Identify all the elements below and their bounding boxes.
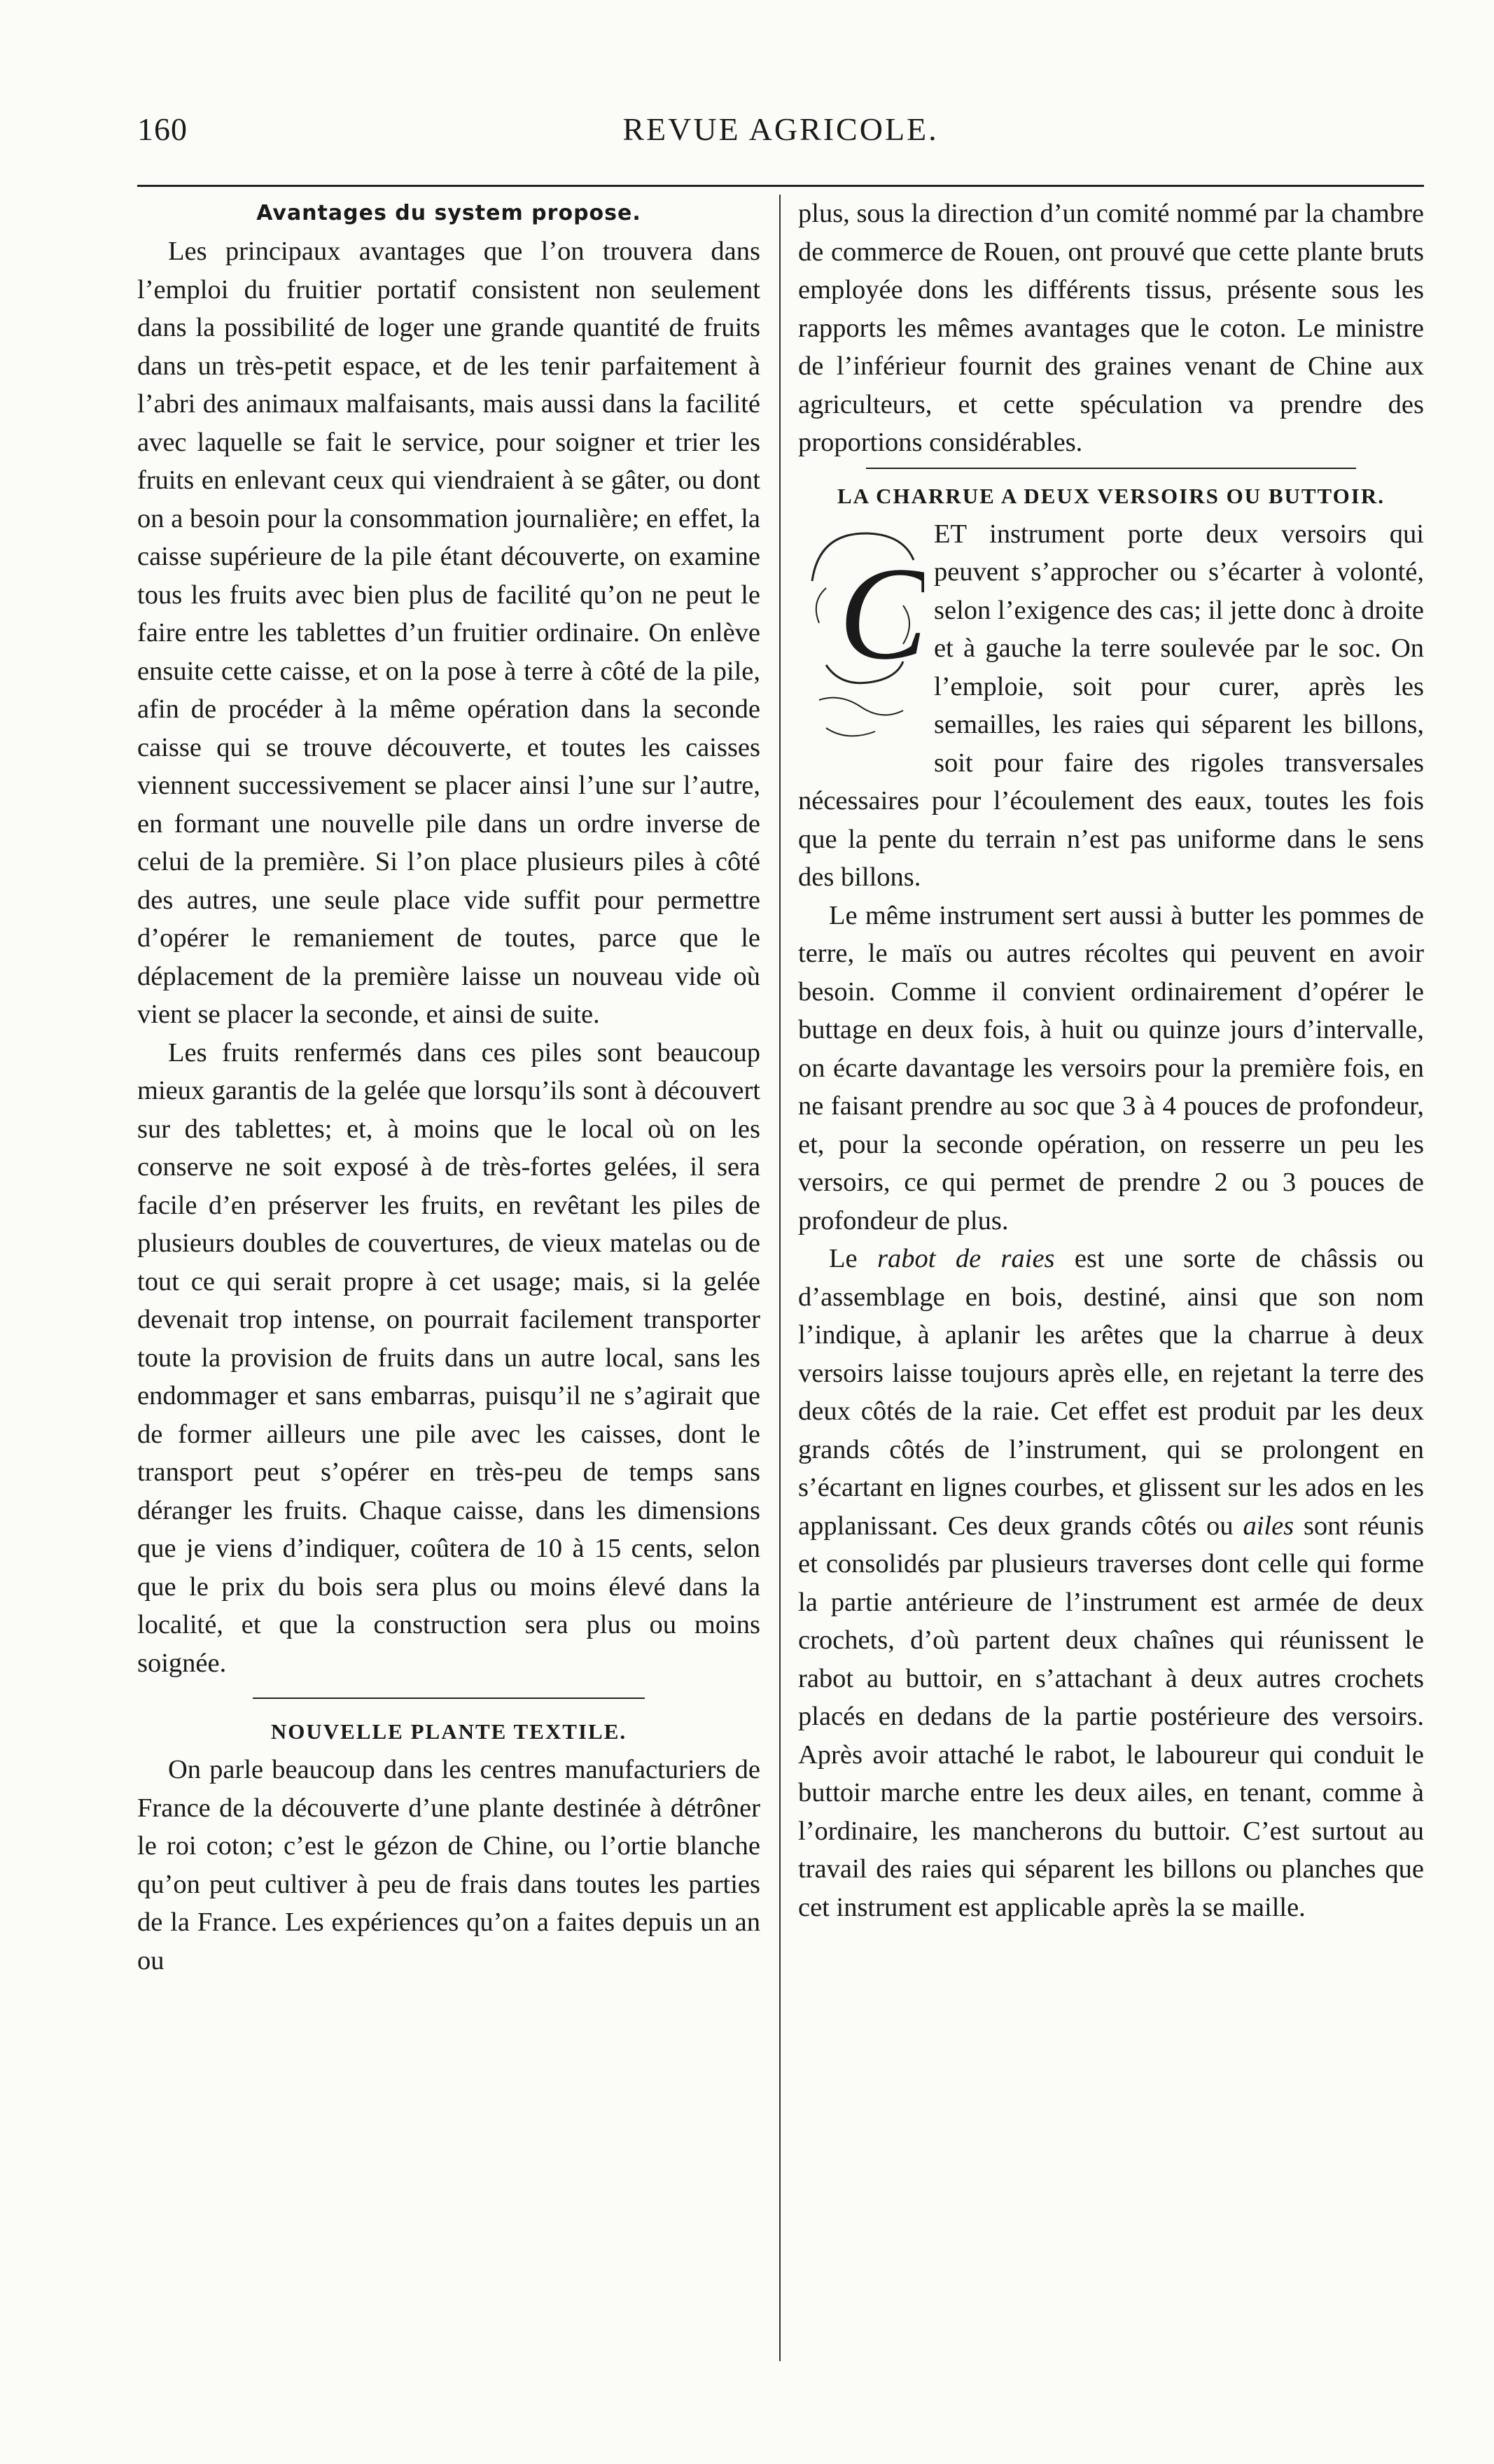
ornamental-dropcap — [798, 518, 924, 749]
italic-term-ailes: ailes — [1243, 1511, 1294, 1541]
text-run: est une sorte de châssis ou d’assemblage en bois, destiné, ainsi que son nom l’indique, à aplanir les arêtes que la charrue à deux versoirs laisse toujours après elle, en rejetant la terre des deux côtés de la raie. Cet effet est produit par les deux grands côtés de l’instrument, qui se prolongent en s’écartant en lignes courbes, et glissent sur les ados en les applanissant. Ces deux grands côtés ou — [798, 1244, 1424, 1541]
right-column — [798, 195, 1424, 1926]
running-title: REVUE AGRICOLE. — [622, 111, 939, 147]
paragraph-with-dropcap — [798, 515, 1424, 897]
paragraph: Les fruits renfermés dans ces piles sont beaucoup mieux garantis de la gelée que lorsqu’ils sont à découvert sur des tablettes; et, à moins que le local où on les conserve ne soit exposé à de très-fortes gelées, il sera facile d’en préserver les fruits, en revêtant les piles de plusieurs doubles de couvertures, de vieux matelas ou de tout ce qui serait propre à cet usage; mais, si la gelée devenait trop intense, on pourrait facilement transporter toute la provision de fruits dans un autre local, sans les endommager et sans embarras, puisqu’il ne s’agirait que de former ailleurs une pile avec les caisses, dont le transport peut s’opérer en très-peu de temps sans déranger les fruits. Chaque caisse, dans les dimensions que je viens d’indiquer, coûtera de 10 à 15 cents, selon que le prix du bois sera plus ou moins élevé dans la localité, et que la construction sera plus ou moins soignée. — [137, 1037, 760, 1678]
paragraph: Le même instrument sert aussi à butter les pommes de terre, le maïs ou autres récoltes qui peuvent en avoir besoin. Comme il convient ordinairement d’opérer le buttage en deux fois, à huit ou quinze jours d’intervalle, on écarte davantage les versoirs pour la première fois, en ne faisant prendre au soc que 3 à 4 pouces de profondeur, et, pour la seconde opération, on resserre un peu les versoirs, ce qui permet de prendre 2 ou 3 pouces de profondeur de plus. — [798, 900, 1424, 1236]
section-heading-nouvelle-plante: NOUVELLE PLANTE TEXTILE. — [270, 1719, 627, 1744]
section-heading-charrue: LA CHARRUE A DEUX VERSOIRS OU BUTTOIR. — [837, 483, 1385, 508]
page-number: 160 — [137, 111, 188, 147]
paragraph: Les principaux avantages que l’on trouvera dans l’emploi du fruitier portatif consistent non seulement dans la possibilité de loger une grande quantité de fruits dans un très-petit espace, et de les tenir parfaitement à l’abri des animaux malfaisants, mais aussi dans la facilité avec laquelle se fait le service, pour soigner et trier les fruits en enlevant ceux qui viendraient à se gâter, ou dont on a besoin pour la consommation journalière; en effet, la caisse supérieure de la pile étant découverte, on examine tous les fruits avec bien plus de facilité qu’on ne peut le faire entre les tablettes d’un fruitier ordinaire. On enlève ensuite cette caisse, et on la pose à terre à côté de la pile, afin de procéder à la même opération dans la seconde caisse qui se trouve découverte, et toutes les caisses viennent successivement se placer ainsi l’une sur l’autre, en formant une nouvelle pile dans un ordre inverse de celui de la première. Si l’on place plusieurs piles à côté des autres, une seule place vide suffit pour permettre d’opérer le remaniement de toutes, parce que le déplacement de la première laisse un nouveau vide où vient se placer la seconde, et ainsi de suite. — [137, 237, 760, 1029]
page-header — [137, 111, 1424, 160]
italic-term-rabot: rabot de raies — [877, 1244, 1055, 1273]
paragraph: plus, sous la direction d’un comité nommé par la chambre de commerce de Rouen, ont prouvé que cette plante bruts employée dons les différents tissus, présente sous les rapports les mêmes avantages que le coton. Le ministre de l’inférieur fournit des graines venant de Chine aux agriculteurs, et cette spéculation va prendre des proportions considérables. — [798, 199, 1424, 457]
section-heading-avantages: Avantages du system propose. — [256, 201, 641, 225]
header-rule — [137, 185, 1424, 187]
text-run: Le — [829, 1244, 877, 1273]
left-column — [137, 195, 760, 1980]
paragraph: On parle beaucoup dans les centres manufacturiers de France de la découverte d’une plante destinée à détrôner le roi coton; c’est le gézon de Chine, ou l’ortie blanche qu’on peut cultiver à peu de frais dans toutes les parties de la France. Les expériences qu’on a faites depuis un an ou — [137, 1755, 760, 1975]
text-run: sont réunis et consolidés par plusieurs traverses dont celle qui forme la partie antérieure de l’instrument est armée de deux crochets, d’où partent deux chaînes qui réunissent le rabot au buttoir, en s’attachant à deux autres crochets placés en dedans de la partie postérieure des versoirs. Après avoir attaché le rabot, le laboureur qui conduit le buttoir marche entre les deux ailes, en tenant, comme à l’ordinaire, les mancherons du buttoir. C’est surtout au travail des raies qui séparent les billons ou planches que cet instrument est applicable après la se maille. — [798, 1511, 1424, 1922]
paragraph-rabot — [798, 1240, 1424, 1926]
dropcap-letter: C — [839, 540, 924, 687]
section-rule — [866, 468, 1356, 469]
section-rule — [253, 1698, 645, 1699]
column-divider — [779, 195, 781, 2361]
dropcap-paragraph-text: ET instrument porte deux versoirs qui peuvent s’approcher ou s’écarter à volonté, selon l’exigence des cas; il jette donc à droite et à gauche la terre soulevée par le soc. On l’emploie, soit pour curer, après les semailles, les raies qui séparent les billons, soit pour faire des rigoles transversales nécessaires pour l’écoulement des eaux, toutes les fois que la pente du terrain n’est pas uniforme dans le sens des billons. — [798, 519, 1424, 892]
